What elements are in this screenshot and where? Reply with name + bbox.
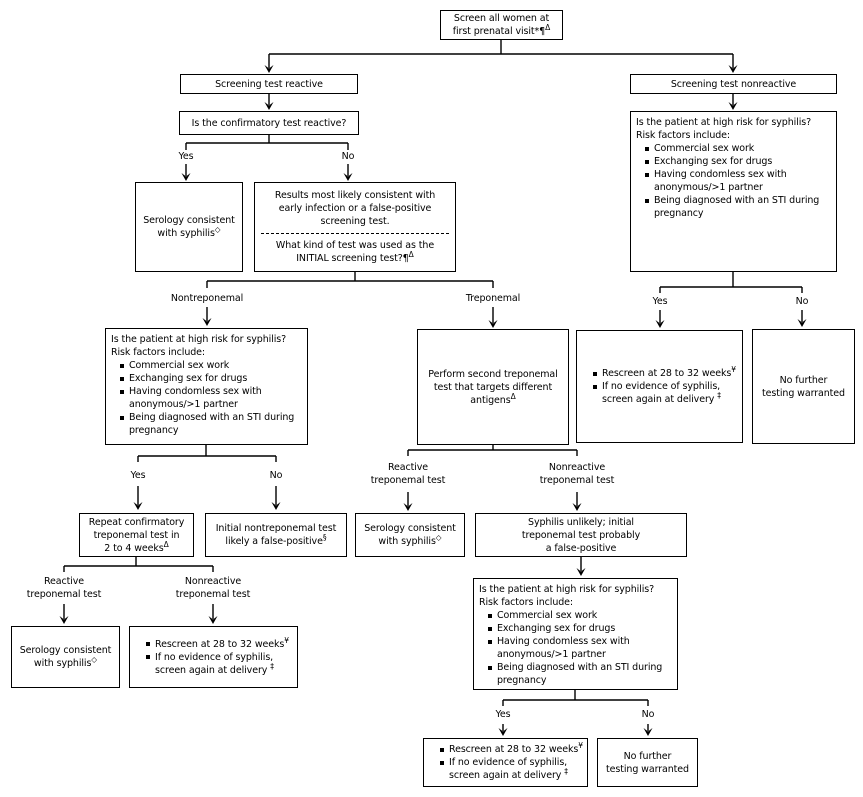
node-screening-test-reactive: Screening test reactive [180, 74, 358, 94]
rescreen-bullet-list: Rescreen at 28 to 32 weeks¥ If no evidence of syphilis, screen again at delivery ‡ [431, 743, 583, 782]
node-results-early-infection [254, 182, 456, 272]
risk-question: Is the patient at high risk for syphilis? [636, 117, 812, 128]
node-screening-test-nonreactive: Screening test nonreactive [630, 74, 837, 94]
edge-label-yes-risk-right: Yes [652, 296, 668, 307]
edge-label-yes-risk-left: Yes [130, 470, 146, 481]
node-risk-factors-right [630, 111, 837, 272]
node-screen-all-women: Screen all women at first prenatal visit*¶$^\Delta$ [440, 10, 563, 40]
dashed-divider [261, 233, 449, 234]
risk-subtitle: Risk factors include: [479, 597, 574, 608]
node-serology-consistent-2: Serology consistent with syphilis◇ [355, 513, 465, 557]
risk-subtitle: Risk factors include: [111, 347, 206, 358]
node-confirmatory-test-question: Is the confirmatory test reactive? [179, 111, 359, 135]
edge-label-reactive-treponemal-left: Reactive treponemal test [26, 576, 102, 600]
risk-question: Is the patient at high risk for syphilis? [111, 334, 287, 345]
node-risk-factors-bottom [473, 578, 678, 690]
node-serology-consistent-1: Serology consistent with syphilis◇ [135, 182, 243, 272]
risk-bullet-list: Commercial sex work Exchanging sex for drugs Having condomless sex with anonymous/>1 partner Being diagnosed with an STI during pregnancy [479, 609, 672, 687]
edge-label-no-confirmatory: No [341, 151, 355, 162]
edge-label-nonreactive-treponemal-left: Nonreactive treponemal test [175, 576, 251, 600]
risk-question: Is the patient at high risk for syphilis? [479, 584, 655, 595]
risk-bullet-list: Commercial sex work Exchanging sex for drugs Having condomless sex with anonymous/>1 partner Being diagnosed with an STI during pregnancy [636, 142, 831, 220]
node-rescreen-right [576, 330, 743, 443]
risk-bullet-list: Commercial sex work Exchanging sex for drugs Having condomless sex with anonymous/>1 partner Being diagnosed with an STI during pregnancy [111, 359, 302, 437]
edge-label-treponemal: Treponemal [465, 293, 521, 304]
node-syphilis-unlikely: Syphilis unlikely; initial treponemal test probably a false-positive [475, 513, 687, 557]
rescreen-bullet-list: Rescreen at 28 to 32 weeks¥ If no evidence of syphilis, screen again at delivery ‡ [137, 638, 289, 677]
edge-label-no-risk-bottom: No [641, 709, 655, 720]
results-paragraph-2: What kind of test was used as the INITIAL screening test?¶$^\Delta$ [275, 240, 435, 264]
node-no-further-testing-bottom: No further testing warranted [597, 738, 698, 787]
node-perform-second-treponemal: Perform second treponemal test that targets different antigens$^\Delta$ [417, 329, 569, 445]
node-repeat-confirmatory-test: Repeat confirmatory treponemal test in 2 to 4 weeks$^\Delta$ [79, 513, 194, 557]
edge-label-no-risk-right: No [795, 296, 809, 307]
risk-subtitle: Risk factors include: [636, 130, 731, 141]
node-initial-nontreponemal-false-positive: Initial nontreponemal test likely a false-positive§ [205, 513, 347, 557]
edge-label-yes-confirmatory: Yes [178, 151, 194, 162]
node-serology-consistent-3: Serology consistent with syphilis◇ [11, 626, 120, 688]
edge-label-yes-risk-bottom: Yes [495, 709, 511, 720]
results-paragraph-1: Results most likely consistent with early infection or a false-positive screening test. [274, 190, 436, 227]
node-no-further-testing-right: No further testing warranted [752, 329, 855, 444]
edge-label-no-risk-left: No [269, 470, 283, 481]
node-rescreen-bottom-left [129, 626, 298, 688]
rescreen-bullet-list: Rescreen at 28 to 32 weeks¥ If no evidence of syphilis, screen again at delivery ‡ [584, 367, 736, 406]
edge-label-nontreponemal: Nontreponemal [170, 293, 244, 304]
node-risk-factors-left [105, 328, 308, 445]
edge-label-reactive-treponemal-mid: Reactive treponemal test [370, 462, 446, 486]
edge-label-nonreactive-treponemal-mid: Nonreactive treponemal test [539, 462, 615, 486]
node-rescreen-bottom [423, 738, 588, 787]
